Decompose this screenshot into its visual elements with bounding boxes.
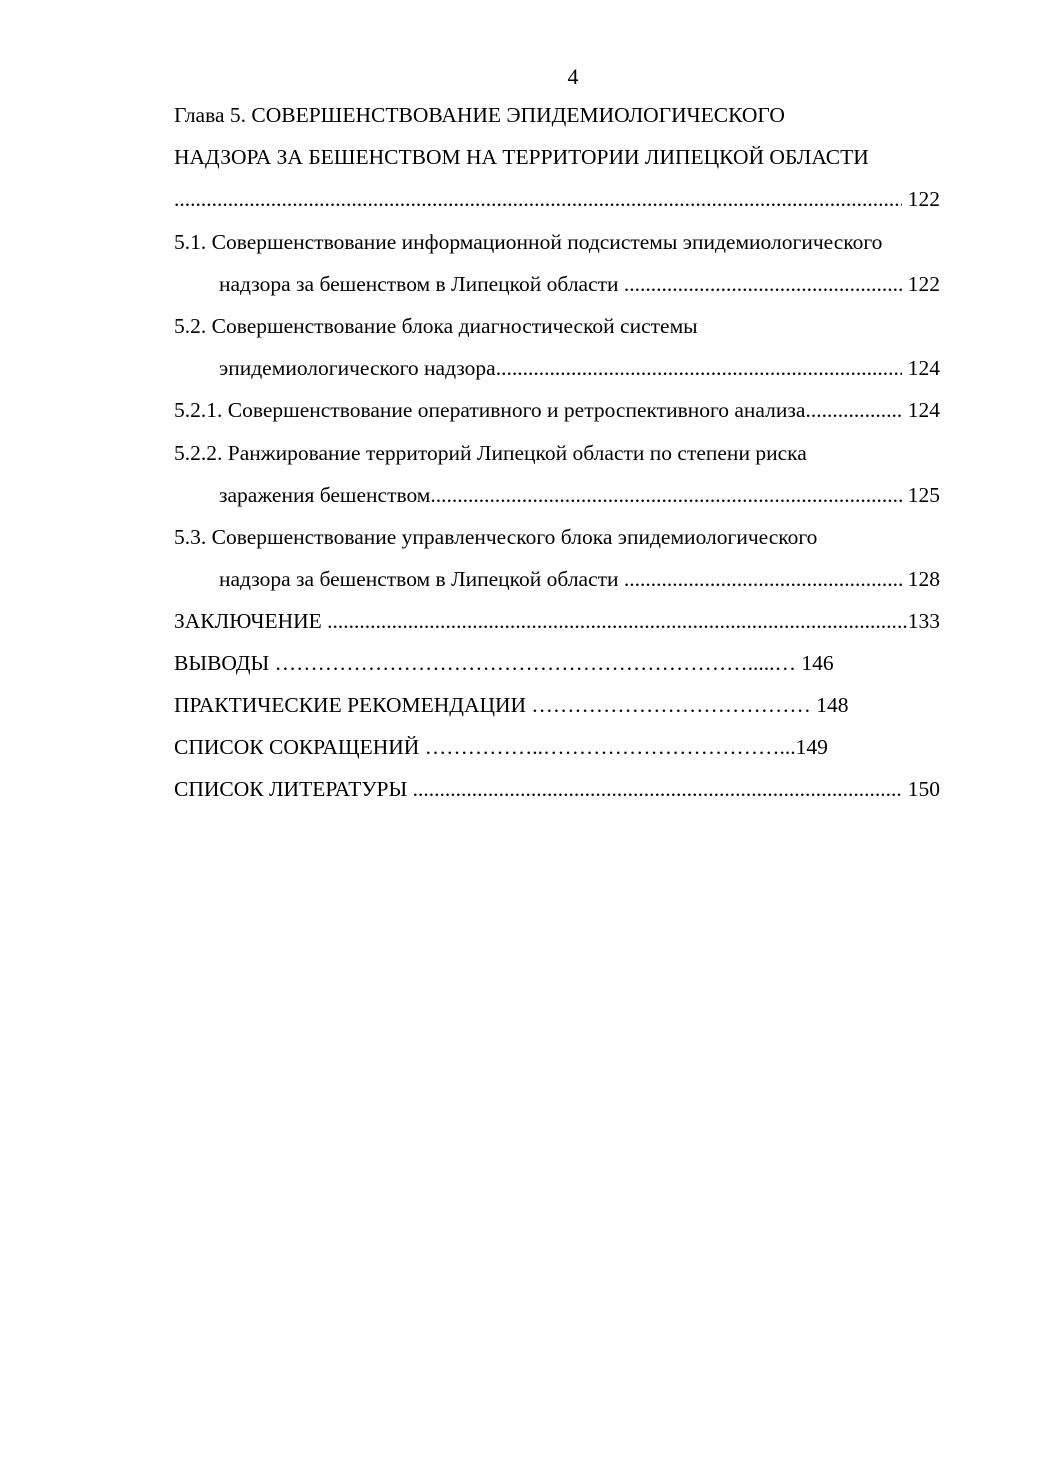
toc-section-5-1-line-1: 5.1. Совершенствование информационной подсистемы эпидемиологического [174,230,883,254]
toc-findings: ВЫВОДЫ ………………………………………………………….....… 146 [174,651,834,675]
toc-section-5-2-2-line-2: заражения бешенством [219,483,431,507]
toc-section-5-3-line-2: надзора за бешенством в Липецкой области [219,567,624,591]
toc-section-5-2-row [219,348,940,388]
dot-leader [413,769,903,809]
toc-section-5-3-line-1: 5.3. Совершенствование управленческого блока эпидемиологического [174,525,818,549]
toc-references: СПИСОК ЛИТЕРАТУРЫ [174,777,413,801]
dot-leader [624,559,902,599]
toc-section-5-1-row [219,264,940,304]
toc-section-5-2-1-row [174,390,940,430]
toc-section-5-2-1: 5.2.1. Совершенствование оперативного и ретроспективного анализа [174,398,806,422]
page-ref: 124 [902,398,940,422]
toc-section-5-1-line-2: надзора за бешенством в Липецкой области [219,272,624,296]
toc-abbreviations: СПИСОК СОКРАЩЕНИЙ ……………..……………………………...149 [174,735,828,759]
page-number: 4 [567,64,579,89]
page-ref: 124 [902,356,940,380]
page-ref: ..133 [897,609,940,633]
page-ref: 122 [902,272,940,296]
toc-section-5-3-row [219,559,940,599]
dot-leader [174,179,902,219]
toc-section-5-2-line-2: эпидемиологического надзора [219,356,496,380]
toc-recommendations: ПРАКТИЧЕСКИЕ РЕКОМЕНДАЦИИ ………………………………… 148 [174,693,849,717]
dot-leader [496,348,903,388]
page-ref: 122 [902,187,940,211]
toc-chapter-5-title-line-1: Глава 5. СОВЕРШЕНСТВОВАНИЕ ЭПИДЕМИОЛОГИЧЕСКОГО [174,103,785,127]
dot-leader [327,601,897,641]
page-ref: 128 [902,567,940,591]
toc-chapter-5-page-row [174,179,940,219]
dot-leader [430,475,902,515]
page-ref: 150 [902,777,940,801]
dot-leader [805,390,902,430]
dot-leader [624,264,902,304]
toc-section-5-2-2-row [219,475,940,515]
toc-section-5-2-line-1: 5.2. Совершенствование блока диагностической системы [174,314,698,338]
page-ref: 125 [902,483,940,507]
toc-conclusion-row [174,601,940,641]
toc-chapter-5-title-line-2: НАДЗОРА ЗА БЕШЕНСТВОМ НА ТЕРРИТОРИИ ЛИПЕЦКОЙ ОБЛАСТИ [174,145,869,169]
toc-references-row [174,769,940,809]
toc-conclusion: ЗАКЛЮЧЕНИЕ [174,609,328,633]
toc-section-5-2-2-line-1: 5.2.2. Ранжирование территорий Липецкой области по степени риска [174,441,807,465]
